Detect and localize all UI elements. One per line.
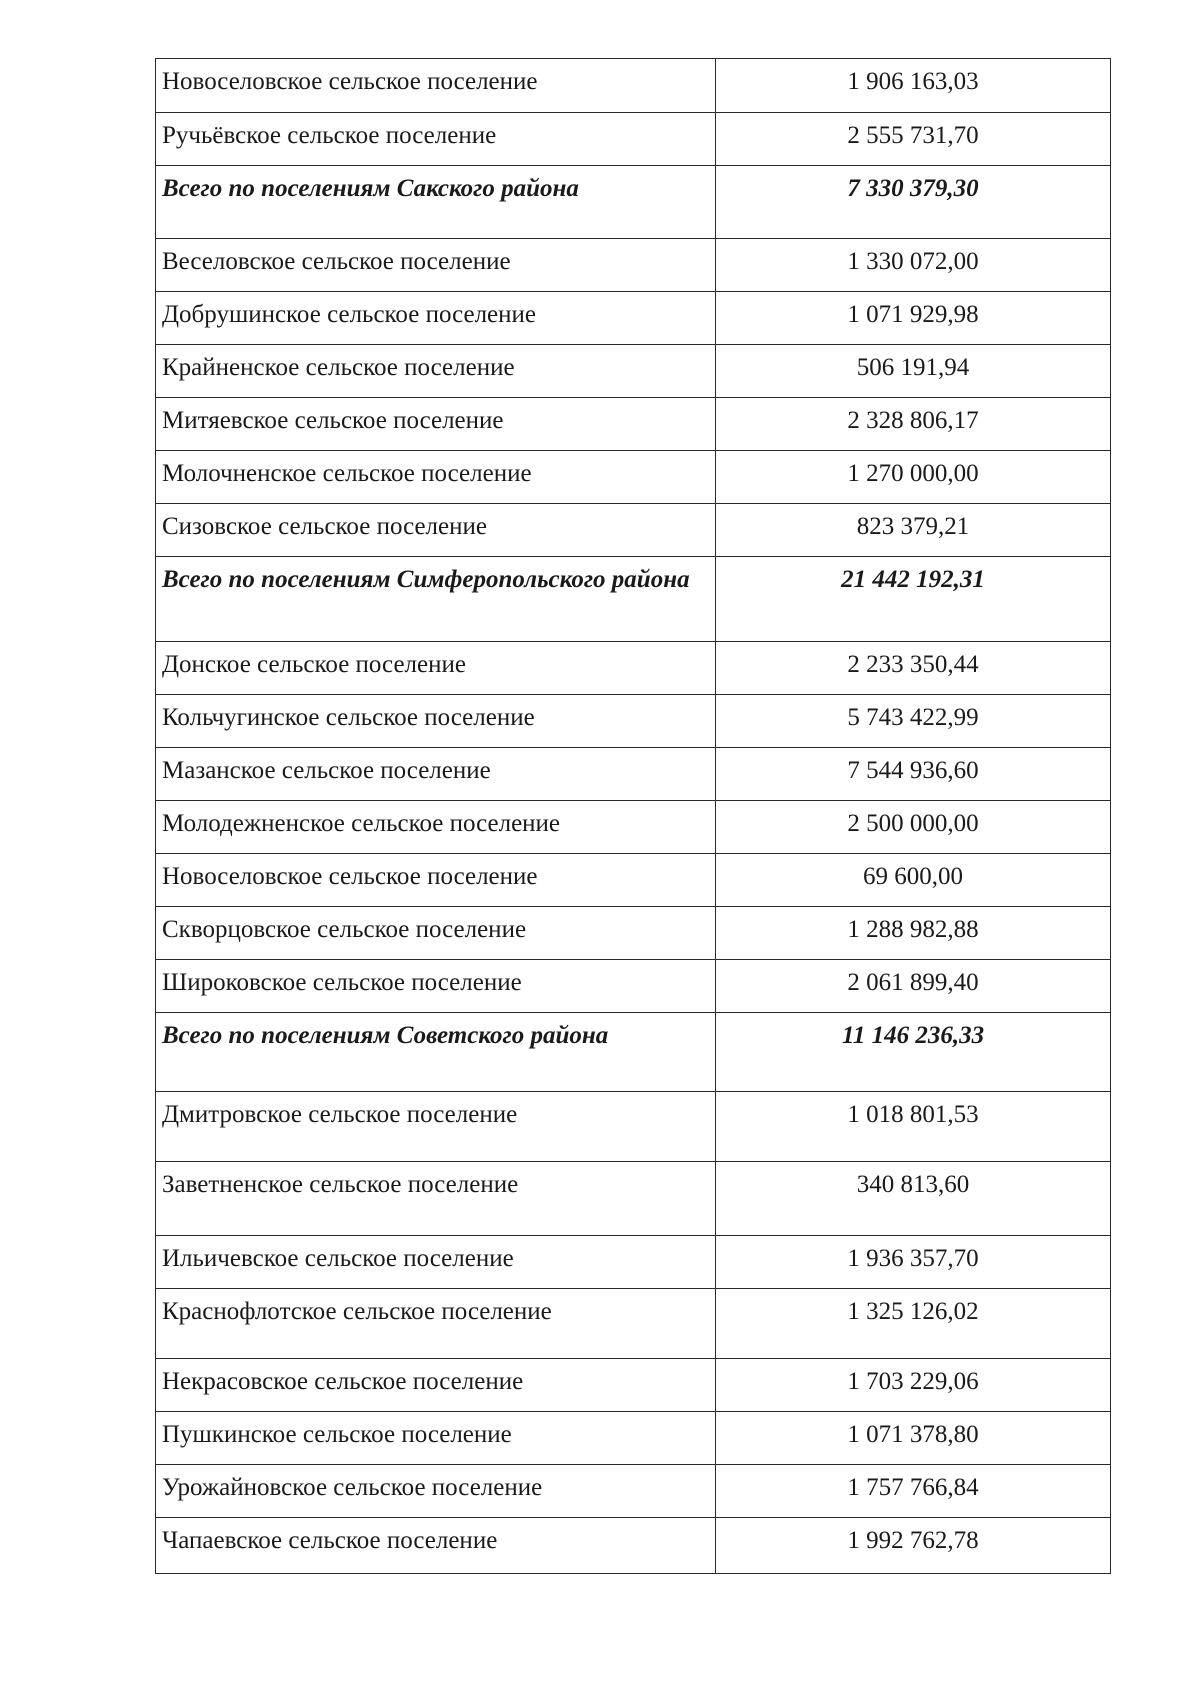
- settlement-name-cell: Чапаевское сельское поселение: [156, 1518, 716, 1574]
- settlement-row: [156, 854, 1111, 907]
- settlement-amount-cell: 1 757 766,84: [716, 1465, 1111, 1518]
- settlement-row: [156, 113, 1111, 166]
- settlement-name-cell: Веселовское сельское поселение: [156, 239, 716, 292]
- settlement-amount-cell: 2 328 806,17: [716, 398, 1111, 451]
- settlement-amount-cell: 1 270 000,00: [716, 451, 1111, 504]
- settlement-name-cell: Ильичевское сельское поселение: [156, 1236, 716, 1289]
- settlement-amount-cell: 1 703 229,06: [716, 1359, 1111, 1412]
- settlement-amount-cell: 1 018 801,53: [716, 1092, 1111, 1162]
- settlement-name-cell: Урожайновское сельское поселение: [156, 1465, 716, 1518]
- settlement-name-cell: Дмитровское сельское поселение: [156, 1092, 716, 1162]
- settlement-name-cell: Ручьёвское сельское поселение: [156, 113, 716, 166]
- settlement-row: [156, 642, 1111, 695]
- settlement-amount-cell: 1 936 357,70: [716, 1236, 1111, 1289]
- settlement-row: [156, 504, 1111, 557]
- settlement-row: [156, 1162, 1111, 1236]
- district-total-amount: 21 442 192,31: [716, 557, 1111, 642]
- settlement-row: [156, 1359, 1111, 1412]
- settlements-budget-table: [155, 58, 1111, 1574]
- settlement-name-cell: Новоселовское сельское поселение: [156, 854, 716, 907]
- settlement-name-cell: Широковское сельское поселение: [156, 960, 716, 1013]
- district-total-label: Всего по поселениям Сакского района: [156, 166, 716, 239]
- settlement-amount-cell: 1 288 982,88: [716, 907, 1111, 960]
- settlement-amount-cell: 340 813,60: [716, 1162, 1111, 1236]
- settlement-amount-cell: 2 233 350,44: [716, 642, 1111, 695]
- district-total-amount: 7 330 379,30: [716, 166, 1111, 239]
- settlement-amount-cell: 5 743 422,99: [716, 695, 1111, 748]
- district-total-row: [156, 166, 1111, 239]
- settlement-row: [156, 451, 1111, 504]
- table-body: [156, 59, 1111, 1574]
- settlement-amount-cell: 823 379,21: [716, 504, 1111, 557]
- settlement-row: [156, 1518, 1111, 1574]
- settlement-row: [156, 1236, 1111, 1289]
- settlement-row: [156, 1092, 1111, 1162]
- settlement-row: [156, 748, 1111, 801]
- settlement-amount-cell: 1 906 163,03: [716, 59, 1111, 113]
- settlement-name-cell: Молочненское сельское поселение: [156, 451, 716, 504]
- settlement-row: [156, 960, 1111, 1013]
- district-total-row: [156, 1013, 1111, 1092]
- settlement-amount-cell: 69 600,00: [716, 854, 1111, 907]
- settlement-amount-cell: 2 555 731,70: [716, 113, 1111, 166]
- district-total-amount: 11 146 236,33: [716, 1013, 1111, 1092]
- settlement-row: [156, 239, 1111, 292]
- district-total-label: Всего по поселениям Советского района: [156, 1013, 716, 1092]
- settlement-amount-cell: 1 992 762,78: [716, 1518, 1111, 1574]
- settlement-row: [156, 1465, 1111, 1518]
- settlement-row: [156, 345, 1111, 398]
- settlement-name-cell: Крайненское сельское поселение: [156, 345, 716, 398]
- district-total-row: [156, 557, 1111, 642]
- settlement-name-cell: Молодежненское сельское поселение: [156, 801, 716, 854]
- settlement-amount-cell: 506 191,94: [716, 345, 1111, 398]
- settlement-name-cell: Некрасовское сельское поселение: [156, 1359, 716, 1412]
- settlement-amount-cell: 2 500 000,00: [716, 801, 1111, 854]
- settlement-name-cell: Кольчугинское сельское поселение: [156, 695, 716, 748]
- settlement-row: [156, 801, 1111, 854]
- settlement-name-cell: Мазанское сельское поселение: [156, 748, 716, 801]
- settlement-row: [156, 59, 1111, 113]
- settlement-amount-cell: 1 325 126,02: [716, 1289, 1111, 1359]
- settlement-name-cell: Заветненское сельское поселение: [156, 1162, 716, 1236]
- settlement-name-cell: Краснофлотское сельское поселение: [156, 1289, 716, 1359]
- settlement-row: [156, 1412, 1111, 1465]
- settlement-amount-cell: 7 544 936,60: [716, 748, 1111, 801]
- settlement-name-cell: Сизовское сельское поселение: [156, 504, 716, 557]
- settlement-amount-cell: 1 330 072,00: [716, 239, 1111, 292]
- district-total-label: Всего по поселениям Симферопольского района: [156, 557, 716, 642]
- settlement-row: [156, 398, 1111, 451]
- settlement-amount-cell: 1 071 378,80: [716, 1412, 1111, 1465]
- settlement-name-cell: Пушкинское сельское поселение: [156, 1412, 716, 1465]
- settlement-row: [156, 695, 1111, 748]
- settlement-row: [156, 907, 1111, 960]
- settlement-name-cell: Донское сельское поселение: [156, 642, 716, 695]
- settlement-amount-cell: 2 061 899,40: [716, 960, 1111, 1013]
- settlement-row: [156, 292, 1111, 345]
- settlement-name-cell: Новоселовское сельское поселение: [156, 59, 716, 113]
- settlement-name-cell: Скворцовское сельское поселение: [156, 907, 716, 960]
- settlement-amount-cell: 1 071 929,98: [716, 292, 1111, 345]
- settlement-name-cell: Добрушинское сельское поселение: [156, 292, 716, 345]
- settlement-name-cell: Митяевское сельское поселение: [156, 398, 716, 451]
- settlement-row: [156, 1289, 1111, 1359]
